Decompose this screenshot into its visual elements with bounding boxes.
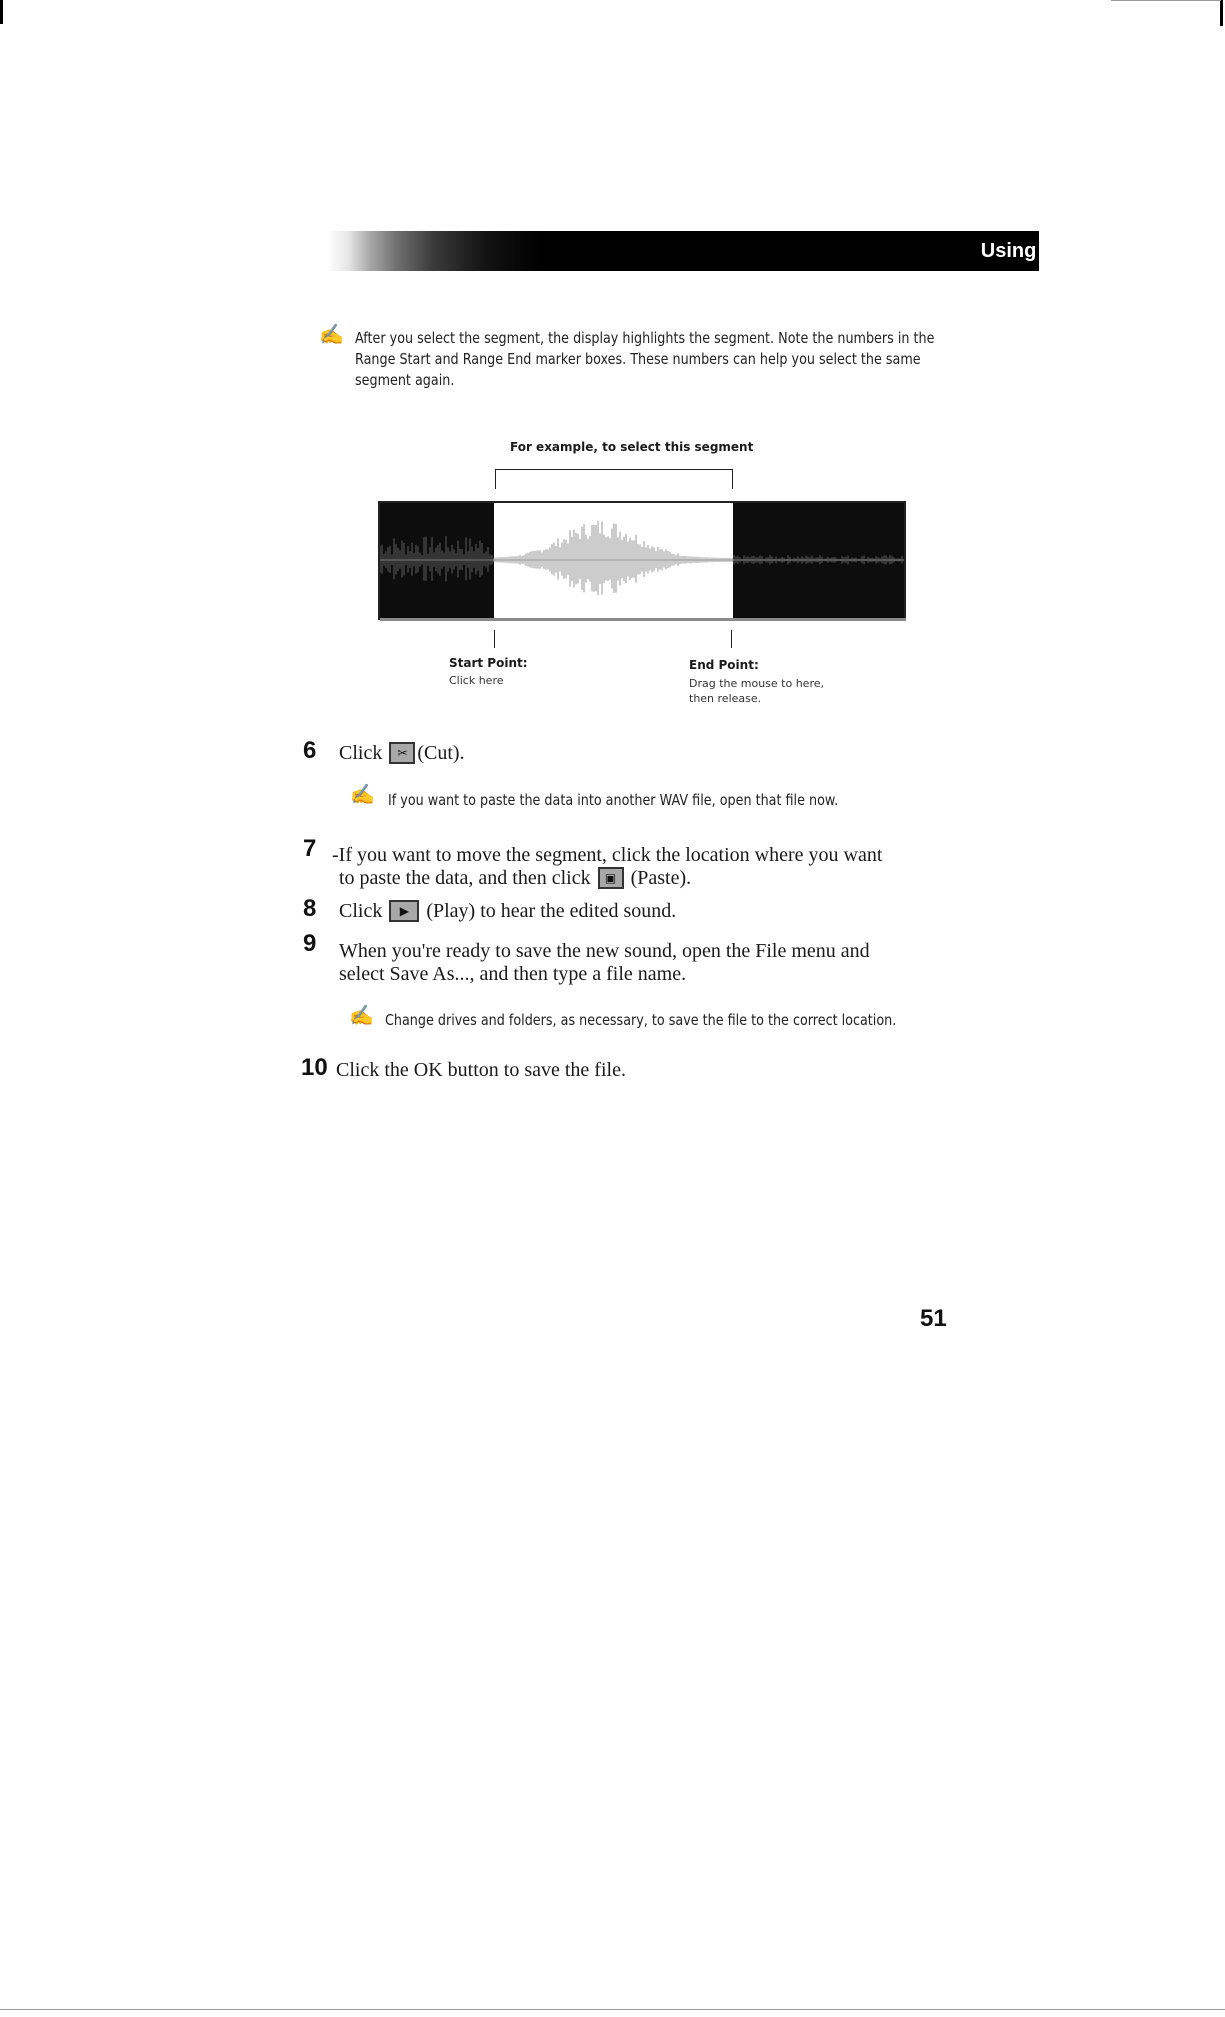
- waveform-scrollbar: [380, 618, 906, 621]
- start-point-desc: Click here: [449, 674, 504, 687]
- step-7-line: [339, 867, 691, 890]
- step-text-part: (Paste).: [630, 867, 692, 889]
- note-line: After you select the segment, the display highlights the segment. Note the numbers in the: [355, 329, 935, 347]
- step-number: 8: [303, 895, 317, 922]
- note-pencil-icon: ✍: [349, 1005, 374, 1027]
- section-header-bar: [327, 231, 1039, 271]
- note-pencil-icon: ✍: [319, 324, 344, 346]
- note-pencil-icon: ✍: [350, 784, 375, 806]
- step-number: 6: [303, 737, 317, 764]
- selection-bracket-right: [732, 469, 733, 489]
- step-text-part: Click: [339, 742, 383, 764]
- waveform-signal: [380, 503, 904, 618]
- paste-icon: ▣: [598, 867, 624, 889]
- end-point-desc-line: then release.: [689, 692, 762, 705]
- note-paragraph: [355, 328, 1225, 391]
- step-text-part: (Cut).: [417, 742, 465, 764]
- step-number: 10: [301, 1054, 328, 1081]
- step-7-line: -If you want to move the segment, click the location where you want: [332, 844, 883, 866]
- selection-bracket: [495, 469, 733, 470]
- end-point-marker: [731, 630, 732, 648]
- start-point-marker: [494, 630, 495, 648]
- step-6-note: If you want to paste the data into another WAV file, open that file now.: [388, 791, 839, 809]
- step-text-part: (Play) to hear the edited sound.: [426, 900, 677, 922]
- note-line: segment again.: [355, 371, 455, 389]
- figure-caption: For example, to select this segment: [510, 440, 754, 454]
- page-number: 51: [920, 1305, 947, 1332]
- start-point-label: Start Point:: [449, 656, 528, 670]
- step-9-note: Change drives and folders, as necessary, to save the file to the correct location.: [385, 1011, 897, 1029]
- note-line: Range Start and Range End marker boxes. These numbers can help you select the same: [355, 350, 921, 368]
- step-9-line: When you're ready to save the new sound, open the File menu and: [339, 940, 870, 962]
- play-icon: ▶: [389, 900, 419, 922]
- end-point-label: End Point:: [689, 658, 759, 672]
- step-10-text: Click the OK button to save the file.: [336, 1059, 626, 1081]
- end-point-desc-line: Drag the mouse to here,: [689, 677, 824, 690]
- step-number: 9: [303, 930, 317, 957]
- scan-edge-mark: [1220, 0, 1223, 26]
- scan-edge-line: [0, 2009, 1225, 2010]
- scan-edge-mark: [0, 0, 3, 24]
- selection-bracket-left: [495, 469, 496, 489]
- step-number: 7: [303, 835, 317, 862]
- step-6-text: [339, 742, 465, 765]
- step-9-line: select Save As..., and then type a file name.: [339, 963, 687, 985]
- section-header-title: Using AudioView: [980, 240, 1143, 262]
- end-point-desc: [689, 676, 824, 706]
- cut-icon: ✂: [389, 742, 415, 764]
- scan-edge-line: [1111, 0, 1221, 1]
- step-8-text: [339, 900, 676, 923]
- step-text-part: to paste the data, and then click: [339, 867, 591, 889]
- step-text-part: Click: [339, 900, 383, 922]
